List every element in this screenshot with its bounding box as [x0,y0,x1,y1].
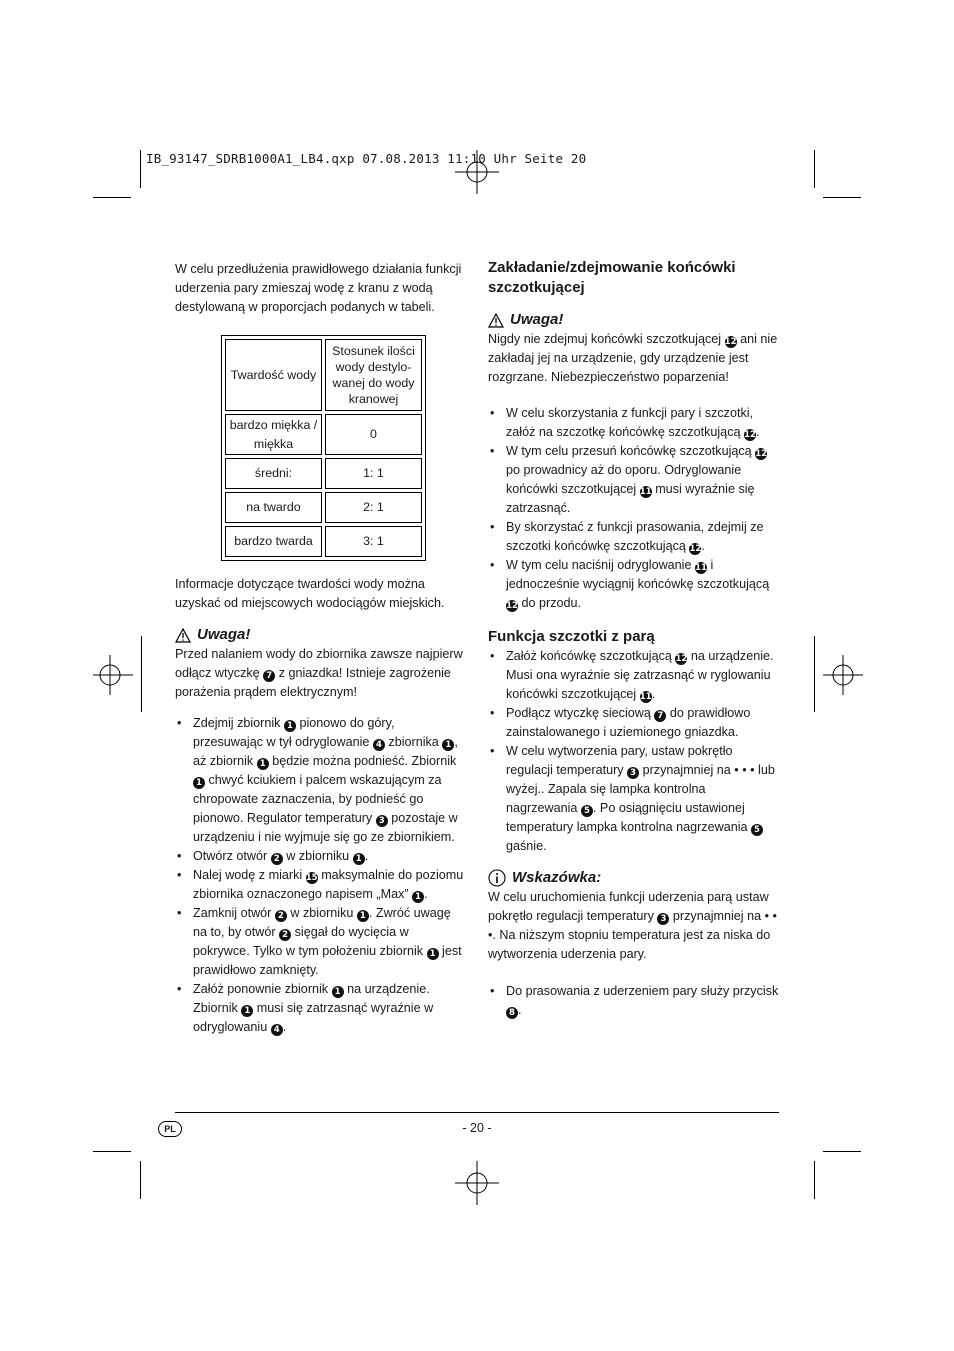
warning-text: Nigdy nie zdejmuj końcówki szczotkującej 12 ani nie zakładaj jej na urządzenie, gdy urządzenie jest rozgrzane. Niebezpieczeństwo poparzenia! [488,332,778,384]
list-item: • W tym celu naciśnij odryglowanie 11 i jednocześnie wyciągnij końcówkę szczotkującą 12 do przodu. [488,556,780,613]
num-7: 7 [263,670,275,682]
intro-paragraph: W celu przedłużenia prawidłowego działania funkcji uderzenia pary zmieszaj wodę z kranu z wodą destylowaną w proporcjach podanych w tabeli. [175,262,462,314]
list-item: • W celu skorzystania z funkcji pary i szczotki, załóż na szczotkę końcówkę szczotkującą 12. [488,404,780,442]
list-item: • Zamknij otwór 2 w zbiorniku 1 . Zwróć uwagę na to, by otwór 2 sięgał do wycięcia w pokrywce. Tylko w tym położeniu zbiornik 1 jest prawidłowo zamknięty. [175,904,465,980]
table-cell: 3: 1 [325,526,422,557]
table-row [225,526,422,557]
warning-heading: Uwaga! [488,310,780,330]
table-cell: bardzo twarda [225,526,322,557]
list-item: • W celu wytworzenia pary, ustaw pokrętło regulacji temperatury 3 przynajmniej na • • • lub wyżej.. Zapala się lampka kontrolna nagrzewania 5 . Po osiągnięciu ustawionej temperatury lampka kontrolna nagrzewania 5 gaśnie. [488,742,780,856]
footer-rule [175,1112,779,1113]
table-row [225,492,422,523]
list-item: • Nalej wodę z miarki 15 maksymalnie do poziomu zbiornika oznaczonego napisem „Max” 1 . [175,866,465,904]
table-header-cell: Stosunek ilości wody destylo-wanej do wody kranowej [325,339,422,411]
section-heading-steam-brush: Funkcja szczotki z parą [488,628,655,645]
table-header-cell: Twardość wody [225,339,322,411]
section-heading-brush-tip: Zakładanie/zdejmowanie końcówki szczotkującej [488,259,736,296]
table-cell: średni: [225,458,322,489]
tip-list [488,982,780,1020]
language-badge: PL [158,1121,182,1137]
info-icon [488,869,506,887]
list-item: • Załóż ponownie zbiornik 1 na urządzenie. Zbiornik 1 musi się zatrzasnąć wyraźnie w odryglowaniu 4 . [175,980,465,1037]
list-item: • By skorzystać z funkcji prasowania, zdejmij ze szczotki końcówkę szczotkującą 12. [488,518,780,556]
table-cell: 1: 1 [325,458,422,489]
steam-brush-steps-list [488,647,780,856]
print-slug: IB_93147_SDRB1000A1_LB4.qxp 07.08.2013 11:10 Uhr Seite 20 [146,151,587,166]
page-number: - 20 - [462,1121,492,1135]
table-header-row [225,339,422,411]
tip-text: W celu uruchomienia funkcji uderzenia parą ustaw pokrętło regulacji temperatury 3 przynajmniej na • • •. Na niższym stopniu temperatura jest za niska do wytworzenia uderzenia pary. [488,890,777,961]
warning-triangle-icon [175,628,191,643]
left-column [175,260,465,1037]
table-cell: 0 [325,414,422,455]
warning-text: Przed nalaniem wody do zbiornika zawsze najpierw odłącz wtyczkę 7 z gniazdka! Istnieje zagrożenie porażenia prądem elektrycznym! [175,647,463,699]
list-item: • Załóż końcówkę szczotkującą 12 na urządzenie. Musi ona wyraźnie się zatrzasnąć w ryglowaniu końcówki szczotkującej 11. [488,647,780,704]
table-cell: 2: 1 [325,492,422,523]
registration-mark-right [823,653,863,697]
brush-tip-steps-list [488,404,780,613]
right-column [488,258,780,1020]
list-item: • Zdejmij zbiornik 1 pionowo do góry, przesuwając w tył odryglowanie 4 zbiornika 1 , aż zbiornik 1 będzie można podnieść. Zbiornik 1 chwyć kciukiem i palcem wskazującym za chropowate zaznaczenia, by podnieść go pionowo. Regulator temperatury 3 pozostaje w urządzeniu i nie wyjmuje się go ze zbiornikiem. [175,714,465,847]
registration-mark-bottom [455,1161,499,1205]
list-item: • Do prasowania z uderzeniem pary służy przycisk 8 . [488,982,780,1020]
warning-heading: Uwaga! [175,625,465,645]
table-cell: na twardo [225,492,322,523]
list-item: • Podłącz wtyczkę sieciową 7 do prawidłowo zainstalowanego i uziemionego gniazdka. [488,704,780,742]
info-paragraph: Informacje dotyczące twardości wody można uzyskać od miejscowych wodociągów miejskich. [175,577,445,610]
tank-steps-list [175,714,465,1037]
warning-triangle-icon [488,313,504,328]
table-cell: bardzo miękka / miękka [225,414,322,455]
table-row [225,414,422,455]
registration-mark-left [93,653,133,697]
water-hardness-table [221,335,426,561]
tip-heading: Wskazówka: [488,868,780,888]
list-item: • Otwórz otwór 2 w zbiorniku 1 . [175,847,465,866]
table-row [225,458,422,489]
list-item: • W tym celu przesuń końcówkę szczotkującą 12 po prowadnicy aż do oporu. Odryglowanie końcówki szczotkującej 11 musi wyraźnie się zatrzasnąć. [488,442,780,518]
